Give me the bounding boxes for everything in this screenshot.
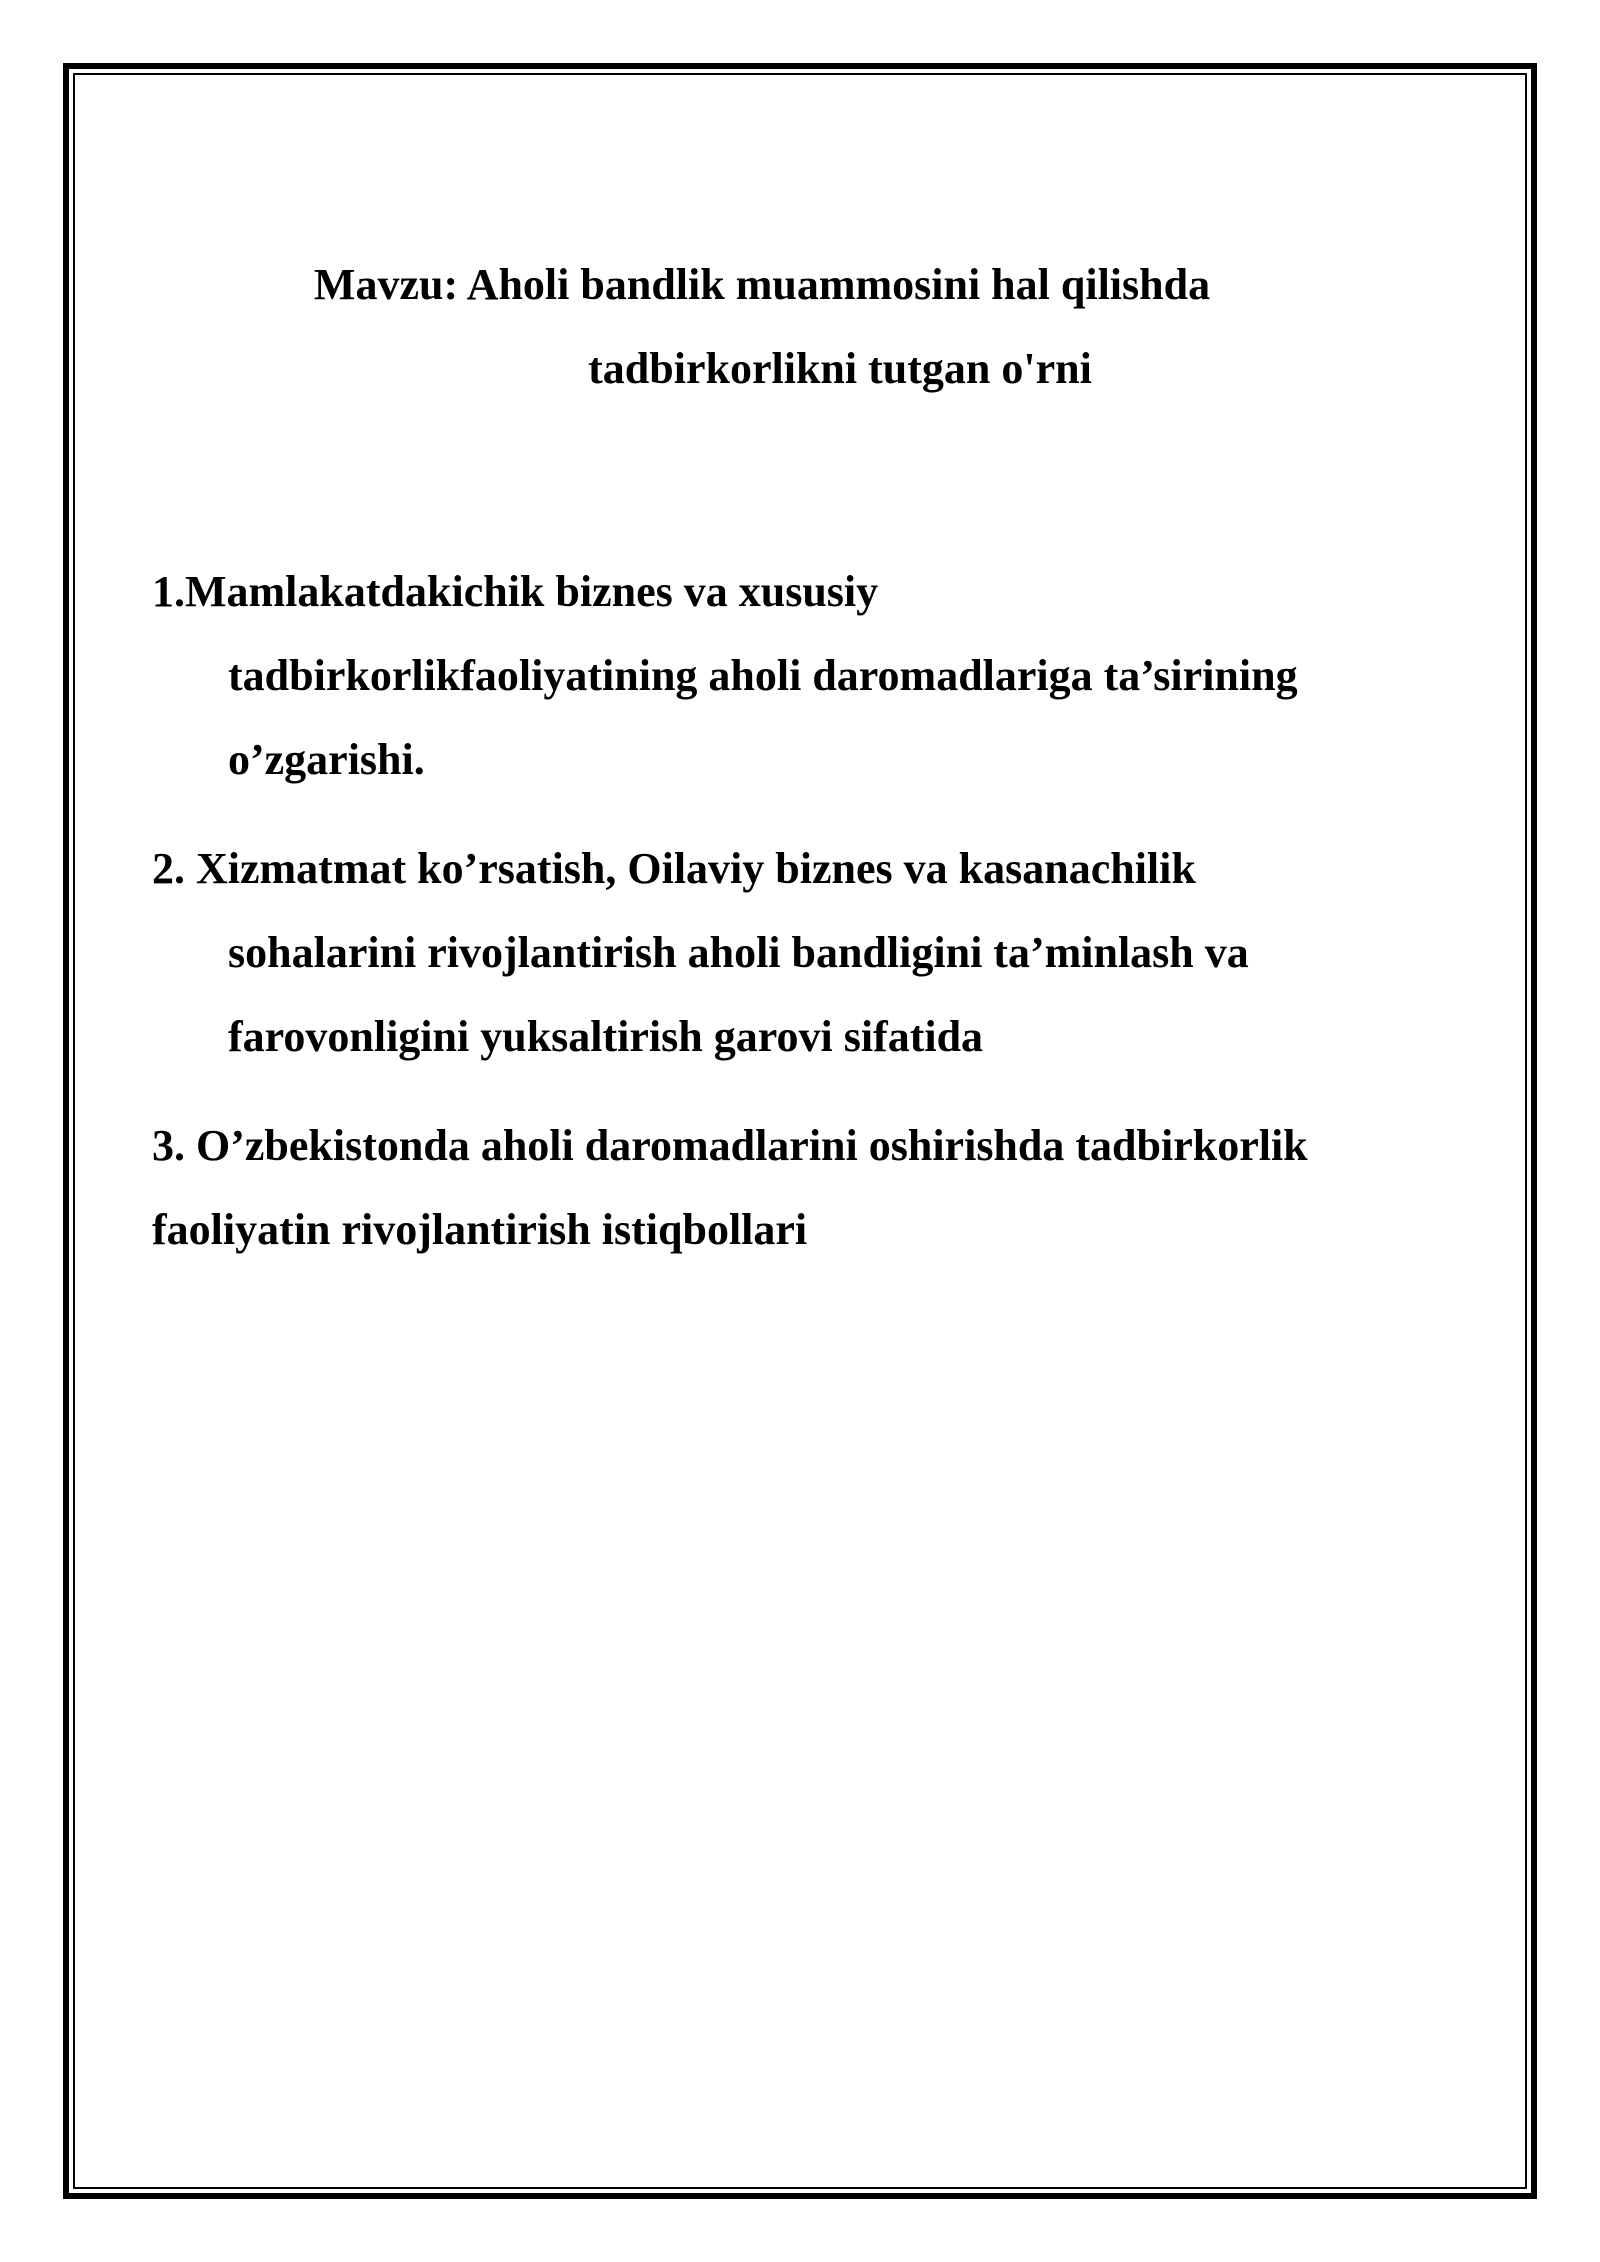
topic-line: tadbirkorlikfaoliyatining aholi daromadlariga ta’sirining <box>228 651 1298 700</box>
topic-line: o’zgarishi. <box>228 735 425 784</box>
topic-line: farovonligini yuksaltirish garovi sifatida <box>228 1012 984 1061</box>
topic-line: 1.Mamlakatdakichik biznes va xususiy <box>152 567 879 616</box>
title-line: tadbirkorlikni tutgan o'rni <box>588 344 1092 393</box>
topic-line: 3. O’zbekistonda aholi daromadlarini oshirishda tadbirkorlik <box>152 1121 1308 1170</box>
topic-line: 2. Xizmatmat ko’rsatish, Oilaviy biznes va kasanachilik <box>152 844 1196 893</box>
topic-line: sohalarini rivojlantirish aholi bandligini ta’minlash va <box>228 928 1249 977</box>
title-line: Mavzu: Aholi bandlik muammosini hal qilishda <box>313 260 1211 309</box>
topic-line: faoliyatin rivojlantirish istiqbollari <box>152 1205 808 1254</box>
